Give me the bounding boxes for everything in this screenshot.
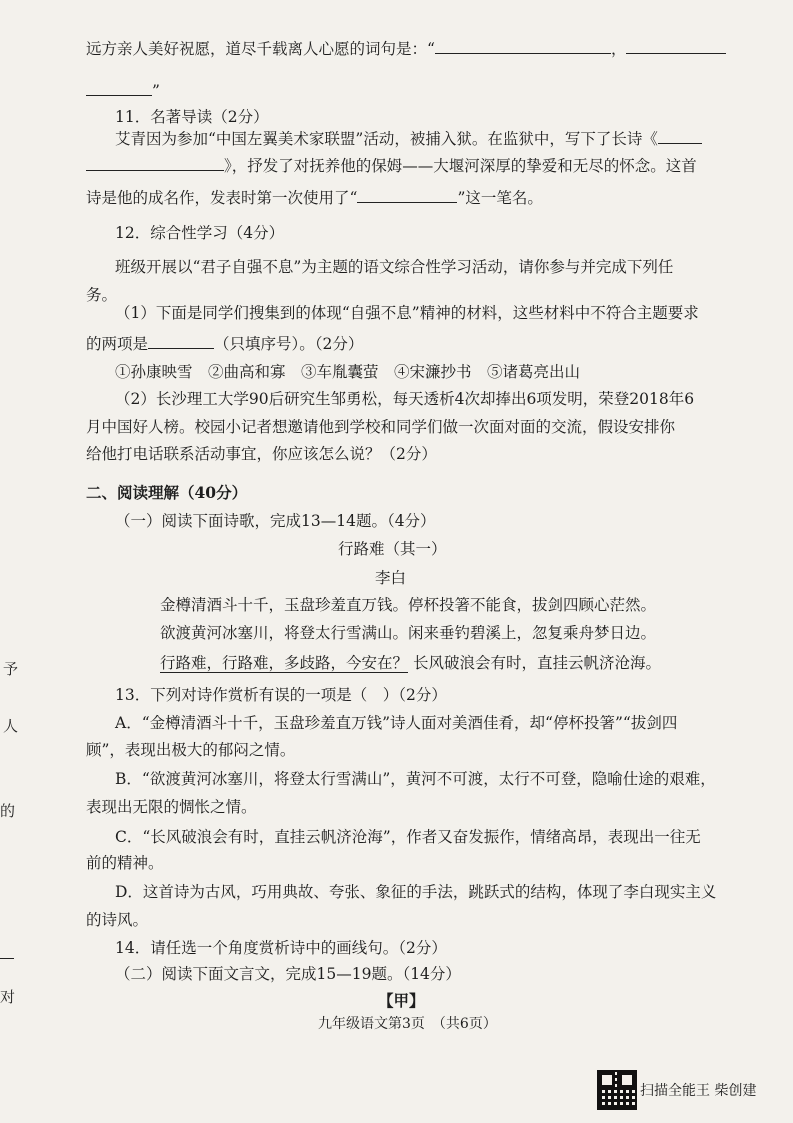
subsection-heading: （一）阅读下面诗歌，完成13—14题。（4分）	[115, 512, 436, 530]
underlined-sentence: 行路难，行路难，多歧路，今安在？	[160, 654, 409, 672]
option-c: C．“长风破浪会有时，直挂云帆济沧海”，作者又奋发振作，情绪高昂，表现出一往无	[115, 828, 701, 846]
margin-mark: 人	[3, 717, 19, 735]
passage-label: 【甲】	[378, 991, 425, 1010]
margin-mark: 的	[0, 802, 16, 820]
poem-line: 金樽清酒斗十千，玉盘珍羞直万钱。停杯投箸不能食，拔剑四顾心茫然。	[160, 596, 657, 614]
text-line: 》，抒发了对抚养他的保姆——大堰河深厚的挚爱和无尽的怀念。这首	[86, 155, 697, 177]
margin-mark: 予	[3, 660, 19, 678]
text-line: 的两项是 （只填序号）。（2分）	[86, 335, 364, 353]
subsection-heading: （二）阅读下面文言文，完成15—19题。（14分）	[115, 965, 461, 983]
watermark-text: 扫描全能王 柴创建	[640, 1083, 757, 1099]
text-line: 给他打电话联系活动事宜，你应该怎么说？（2分）	[86, 445, 437, 463]
text-line: 务。	[86, 286, 118, 304]
margin-mark: 对	[0, 988, 16, 1006]
text-line: 顾”，表现出极大的郁闷之情。	[86, 741, 296, 759]
options-line: ①孙康映雪 ②曲高和寡 ③车胤囊萤 ④宋濂抄书 ⑤诸葛亮出山	[115, 363, 581, 381]
text-line: 远方亲人美好祝愿，道尽千载离人心愿的词句是：“ ，	[86, 38, 726, 60]
option-b: B．“欲渡黄河冰塞川，将登太行雪满山”，黄河不可渡，太行不可登，隐喻仕途的艰难，	[115, 770, 716, 788]
poem-title: 行路难（其一）	[338, 540, 447, 558]
question-11-heading: 11．名著导读（2分）	[115, 108, 269, 126]
margin-rule	[0, 958, 14, 959]
question-14: 14．请任选一个角度赏析诗中的画线句。（2分）	[115, 939, 447, 957]
poem-author: 李白	[375, 569, 407, 587]
text-line: 表现出无限的惆怅之情。	[86, 798, 257, 816]
text-line: （1）下面是同学们搜集到的体现“自强不息”精神的材料，这些材料中不符合主题要求	[115, 304, 699, 322]
section-heading: 二、阅读理解（40分）	[86, 483, 248, 502]
qr-code-icon	[597, 1070, 637, 1110]
text-line: 艾青因为参加“中国左翼美术家联盟”活动，被捕入狱。在监狱中，写下了长诗《	[115, 128, 702, 150]
text-line: ”	[86, 80, 160, 102]
text-line: 班级开展以“君子自强不息”为主题的语文综合性学习活动，请你参与并完成下列任	[115, 258, 674, 276]
option-a: A．“金樽清酒斗十千，玉盘珍羞直万钱”诗人面对美酒佳肴，却“停杯投箸”“拔剑四	[115, 714, 678, 732]
option-d: D．这首诗为古风，巧用典故、夸张、象征的手法，跳跃式的结构，体现了李白现实主义	[115, 883, 717, 901]
text-line: （2）长沙理工大学90后研究生邹勇松，每天透析4次却捧出6项发明，荣登2018年6	[115, 390, 695, 408]
text-line: 的诗风。	[86, 911, 149, 929]
text-line: 诗是他的成名作，发表时第一次使用了“ ”这一笔名。	[86, 189, 543, 207]
page-footer: 九年级语文第3页 （共6页）	[318, 1016, 497, 1032]
question-12-heading: 12．综合性学习（4分）	[115, 224, 285, 242]
question-13: 13．下列对诗作赏析有误的一项是（ ）（2分）	[115, 686, 447, 704]
text-line: 月中国好人榜。校园小记者想邀请他到学校和同学们做一次面对面的交流，假设安排你	[86, 418, 676, 436]
text-line: 前的精神。	[86, 854, 164, 872]
poem-line: 欲渡黄河冰塞川，将登太行雪满山。闲来垂钓碧溪上，忽复乘舟梦日边。	[160, 624, 657, 642]
poem-line: 行路难，行路难，多歧路，今安在？ 长风破浪会有时，直挂云帆济沧海。	[160, 654, 661, 672]
